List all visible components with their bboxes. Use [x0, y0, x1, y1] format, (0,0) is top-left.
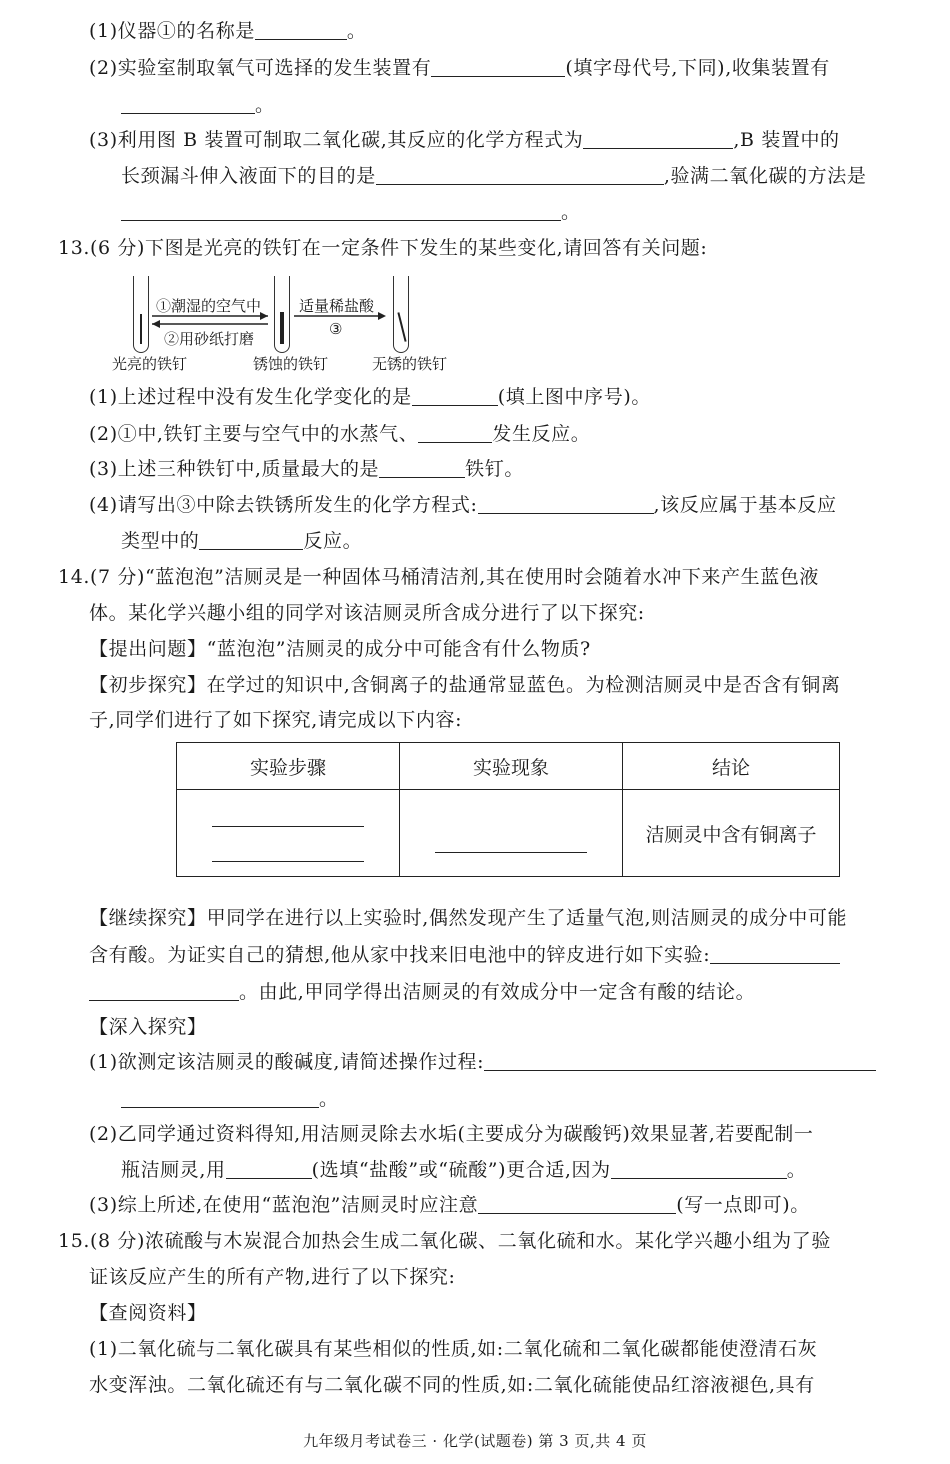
arrow1-bottom-label: ②用砂纸打磨 [164, 330, 255, 348]
q15-title: 15.(8 分)浓硫酸与木炭混合加热会生成二氧化碳、二氧化硫和水。某化学兴趣小组为了验 [58, 1230, 831, 1252]
arrow1-top-label: ①潮湿的空气中 [156, 297, 262, 315]
answer-blank[interactable] [418, 422, 492, 443]
q12-part2-line2: 。 [121, 92, 275, 118]
q14-deep2: (2)乙同学通过资料得知,用洁厕灵除去水垢(主要成分为碳酸钙)效果显著,若要配制一 [89, 1123, 814, 1145]
answer-blank[interactable] [478, 493, 654, 514]
q13-sub1: (1)上述过程中没有发生化学变化的是 (填上图中序号)。 [89, 386, 651, 408]
q12-part3: (3)利用图 B 装置可制取二氧化碳,其反应的化学方程式为 ,B 装置中的 [89, 129, 840, 151]
answer-blank[interactable] [379, 457, 465, 478]
table-header: 实验步骤 [177, 743, 400, 790]
q12-part2: (2)实验室制取氧气可选择的发生装置有 (填字母代号,下同),收集装置有 [89, 57, 830, 79]
q13-sub2: (2)①中,铁钉主要与空气中的水蒸气、 发生反应。 [89, 423, 591, 445]
q12-part1: (1)仪器①的名称是 。 [89, 20, 367, 42]
q14-deep-heading: 【深入探究】 [89, 1016, 207, 1038]
table-header: 结论 [623, 743, 840, 790]
answer-blank[interactable] [199, 529, 303, 550]
label-rusted-nail: 锈蚀的铁钉 [253, 355, 329, 373]
q14-continue-line3: 。由此,甲同学得出洁厕灵的有效成分中一定含有酸的结论。 [89, 979, 755, 1005]
q14-continue: 【继续探究】甲同学在进行以上实验时,偶然发现产生了适量气泡,则洁厕灵的成分中可能 [89, 907, 848, 929]
q14-title-line2: 体。某化学兴趣小组的同学对该洁厕灵所含成分进行了以下探究: [89, 602, 645, 624]
q14-continue-line2: 含有酸。为证实自己的猜想,他从家中找来旧电池中的锌皮进行如下实验: [89, 942, 840, 968]
q14-ask: 【提出问题】“蓝泡泡”洁厕灵的成分中可能含有什么物质? [89, 638, 591, 660]
answer-blank[interactable] [435, 822, 587, 853]
experiment-table [176, 742, 840, 877]
answer-blank[interactable] [710, 943, 840, 964]
answer-blank[interactable] [226, 1158, 312, 1179]
q14-prelim-line2: 子,同学们进行了如下探究,请完成以下内容: [89, 709, 463, 731]
label-bright-nail: 光亮的铁钉 [112, 355, 188, 373]
table-header: 实验现象 [400, 743, 623, 790]
q13-sub3: (3)上述三种铁钉中,质量最大的是 铁钉。 [89, 458, 524, 480]
answer-blank[interactable] [478, 1193, 676, 1214]
q13-sub4: (4)请写出③中除去铁锈所发生的化学方程式: ,该反应属于基本反应 [89, 494, 837, 516]
q12-part3-line2: 长颈漏斗伸入液面下的目的是 ,验满二氧化碳的方法是 [121, 165, 867, 187]
table-cell-steps [177, 790, 400, 877]
table-cell-conclusion: 洁厕灵中含有铜离子 [623, 790, 840, 877]
q15-title-line2: 证该反应产生的所有产物,进行了以下探究: [89, 1266, 456, 1288]
answer-blank[interactable] [484, 1050, 876, 1071]
q14-prelim: 【初步探究】在学过的知识中,含铜离子的盐通常显蓝色。为检测洁厕灵中是否含有铜离 [89, 674, 841, 696]
page-footer: 九年级月考试卷三 · 化学(试题卷) 第 3 页,共 4 页 [303, 1432, 647, 1450]
answer-blank[interactable] [121, 1087, 319, 1108]
q13-title: 13.(6 分)下图是光亮的铁钉在一定条件下发生的某些变化,请回答有关问题: [58, 237, 708, 259]
q14-deep1-line2: 。 [121, 1086, 339, 1112]
q13-sub4-line2: 类型中的 反应。 [121, 530, 363, 552]
q15-ref1: (1)二氧化硫与二氧化碳具有某些相似的性质,如:二氧化硫和二氧化碳都能使澄清石灰 [89, 1338, 818, 1360]
q12-part3-line3: 。 [121, 199, 581, 225]
answer-blank[interactable] [611, 1158, 787, 1179]
answer-blank[interactable] [412, 385, 498, 406]
table-cell-phenomenon [400, 790, 623, 877]
q15-ref-heading: 【查阅资料】 [89, 1302, 207, 1324]
label-rustfree-nail: 无锈的铁钉 [372, 355, 448, 373]
q14-deep1: (1)欲测定该洁厕灵的酸碱度,请简述操作过程: [89, 1049, 876, 1075]
q14-deep3: (3)综上所述,在使用“蓝泡泡”洁厕灵时应注意 (写一点即可)。 [89, 1194, 810, 1216]
q15-ref1-line2: 水变浑浊。二氧化硫还有与二氧化碳不同的性质,如:二氧化硫能使品红溶液褪色,具有 [89, 1374, 815, 1396]
arrow2-bottom-label: ③ [329, 320, 343, 338]
answer-blank[interactable] [212, 812, 364, 827]
reaction-arrows [0, 0, 950, 380]
q14-title: 14.(7 分)“蓝泡泡”洁厕灵是一种固体马桶清洁剂,其在使用时会随着水冲下来产生蓝色液 [58, 566, 820, 588]
answer-blank[interactable] [212, 827, 364, 862]
answer-blank[interactable] [89, 980, 239, 1001]
arrow2-top-label: 适量稀盐酸 [299, 297, 375, 315]
q14-deep2-line2: 瓶洁厕灵,用 (选填“盐酸”或“硫酸”)更合适,因为 。 [121, 1159, 807, 1181]
